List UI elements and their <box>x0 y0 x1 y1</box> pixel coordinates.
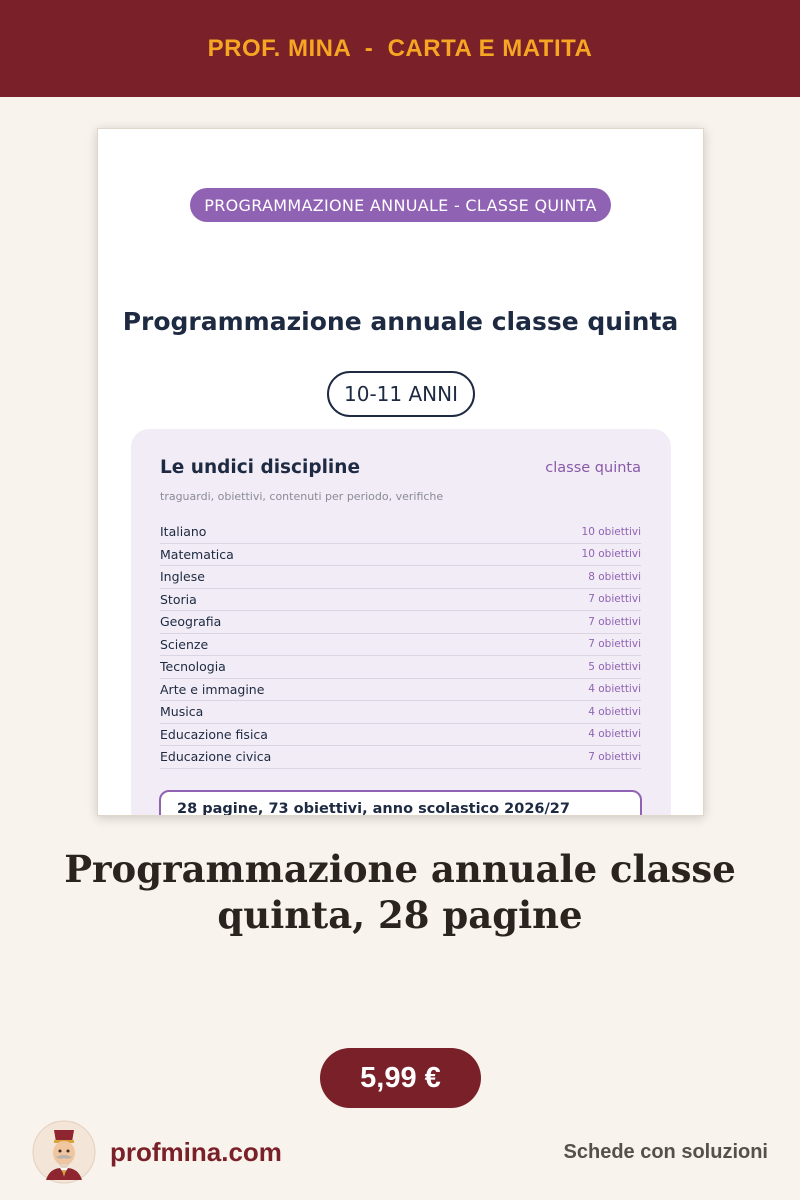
discipline-objectives-count: 8 obiettivi <box>588 570 641 583</box>
discipline-row <box>160 679 641 702</box>
discipline-name: Educazione fisica <box>160 726 268 742</box>
discipline-name: Italiano <box>160 524 207 540</box>
discipline-row <box>160 611 641 634</box>
discipline-row <box>160 656 641 679</box>
product-title: Programmazione annuale classe quinta, 28 pagine <box>64 847 736 937</box>
document-tag: PROGRAMMAZIONE ANNUALE - CLASSE QUINTA <box>190 188 611 222</box>
disciplines-subtitle: traguardi, obiettivi, contenuti per periodo, verifiche <box>160 490 444 503</box>
disciplines-class-label: classe quinta <box>545 460 641 476</box>
product-preview-image[interactable] <box>97 128 704 816</box>
disciplines-panel <box>131 429 671 816</box>
discipline-objectives-count: 4 obiettivi <box>588 683 641 696</box>
discipline-row <box>160 701 641 724</box>
discipline-row <box>160 724 641 747</box>
discipline-row <box>160 634 641 657</box>
discipline-objectives-count: 4 obiettivi <box>588 705 641 718</box>
discipline-objectives-count: 7 obiettivi <box>588 615 641 628</box>
tagline: Schede con soluzioni <box>563 1141 768 1163</box>
discipline-name: Geografia <box>160 614 222 630</box>
discipline-row <box>160 746 641 769</box>
discipline-row <box>160 544 641 567</box>
discipline-objectives-count: 7 obiettivi <box>588 750 641 763</box>
discipline-name: Inglese <box>160 569 205 585</box>
brand-title: PROF. MINA - CARTA E MATITA <box>207 34 593 62</box>
discipline-name: Storia <box>160 591 197 607</box>
age-badge: 10-11 ANNI <box>327 371 475 417</box>
discipline-row <box>160 521 641 544</box>
discipline-name: Educazione civica <box>160 749 272 765</box>
discipline-row <box>160 566 641 589</box>
disciplines-title: Le undici discipline <box>160 457 360 478</box>
disciplines-list <box>160 521 641 769</box>
price-badge[interactable]: 5,99 € <box>320 1048 481 1108</box>
discipline-name: Arte e immagine <box>160 681 265 697</box>
discipline-name: Tecnologia <box>160 659 226 675</box>
discipline-row <box>160 589 641 612</box>
top-banner <box>0 0 800 97</box>
discipline-objectives-count: 10 obiettivi <box>581 525 641 538</box>
discipline-name: Musica <box>160 704 204 720</box>
summary-text: 28 pagine, 73 obiettivi, anno scolastico 2026/27 <box>177 801 570 816</box>
discipline-name: Scienze <box>160 636 209 652</box>
discipline-objectives-count: 7 obiettivi <box>588 593 641 606</box>
site-link[interactable]: profmina.com <box>110 1137 282 1167</box>
document-title: Programmazione annuale classe quinta <box>122 307 679 336</box>
summary-box <box>159 790 642 816</box>
discipline-objectives-count: 7 obiettivi <box>588 638 641 651</box>
discipline-objectives-count: 5 obiettivi <box>588 660 641 673</box>
discipline-objectives-count: 10 obiettivi <box>581 548 641 561</box>
discipline-name: Matematica <box>160 546 234 562</box>
discipline-objectives-count: 4 obiettivi <box>588 728 641 741</box>
avatar <box>32 1120 96 1184</box>
